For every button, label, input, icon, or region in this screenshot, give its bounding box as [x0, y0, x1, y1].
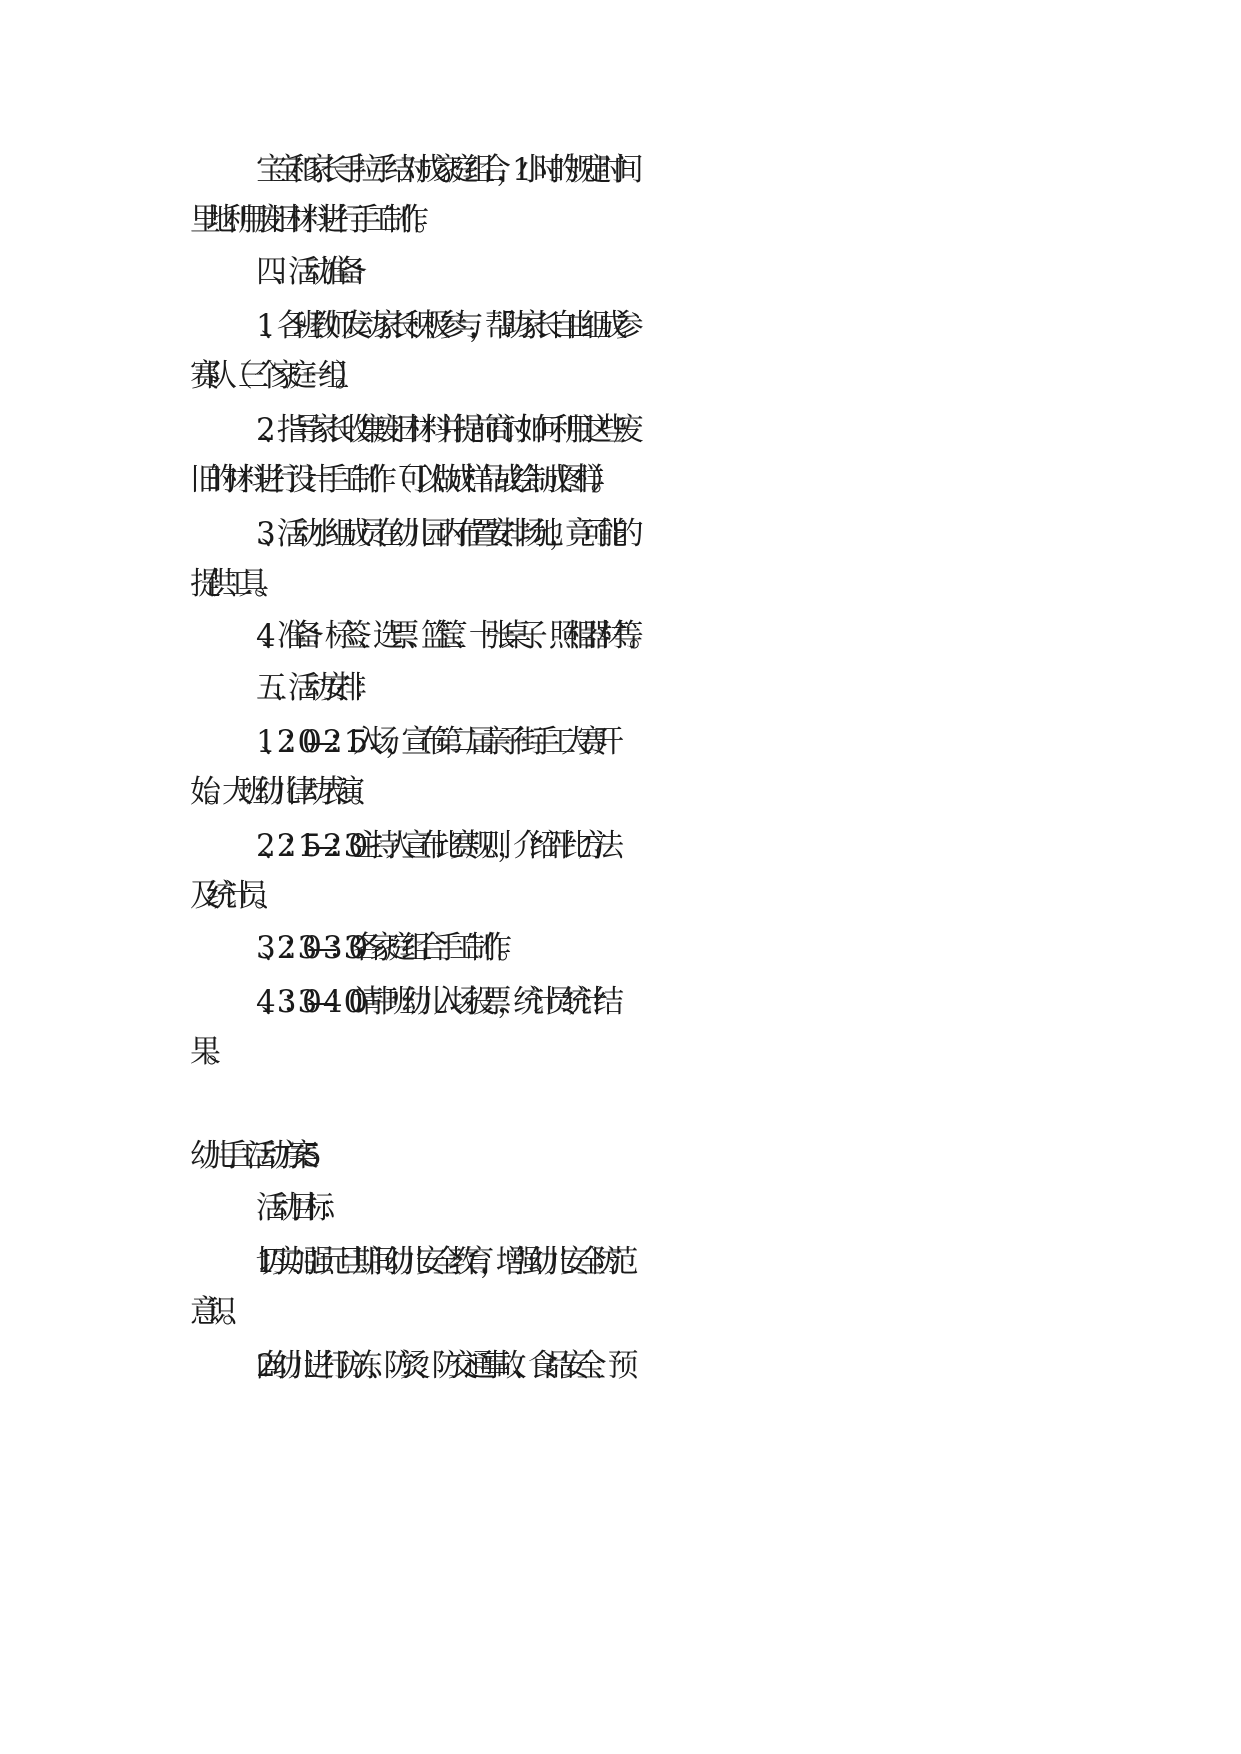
paragraph-line: 赛队（三个家庭一组）。 — [190, 358, 351, 394]
paragraph-line: 2、指导家长收集废旧材料并提前商讨如何利用这些废 — [256, 412, 629, 448]
paragraph-line: 3、2：30—3：30各家庭组合手工制作。 — [256, 930, 514, 966]
section-title: 幼儿手工活动方案5 — [190, 1138, 305, 1174]
paragraph-line: 3、活动小组成员在幼儿园内布置安排场地，竟可能的 — [256, 516, 629, 552]
paragraph-line: 意识。 — [190, 1294, 238, 1330]
paragraph-line: 1、2：00—2：15入场，宣布第二届亲子街手工大赛开 — [256, 724, 610, 760]
paragraph-line: 2、2：15—2：30主持人宣布比赛规则，介绍评比方法 — [256, 828, 610, 864]
section-heading: 活动目标： — [256, 1190, 336, 1226]
paragraph-line: 4、准备：标签、选票、篮筐、十张桌子、照相器材等。 — [256, 618, 645, 654]
paragraph-line: 4、3：30—4：00请中班幼儿入场投票，统计员统计结 — [256, 984, 610, 1020]
section-heading: 四、活动准备： — [256, 254, 368, 290]
paragraph-line: 果。 — [190, 1034, 222, 1070]
paragraph-line: 宝宝和家长手拉手结对成家庭组合，1小时的规定时间 — [256, 152, 629, 188]
paragraph-line: 1、各班教师发动家长积极参与，帮助家长自由组成参 — [256, 308, 629, 344]
paragraph-line: 旧的材料进行设计手工制作（可以做成样品或绘制成图样）。 — [190, 462, 607, 498]
paragraph-line: 始。大班幼儿律动表演。 — [190, 774, 366, 810]
paragraph-line: 1.切实加强元旦期间幼儿安全教育，增强幼儿安全防范 — [256, 1244, 624, 1280]
paragraph-line: 里地利用废旧材料进行手工制作。 — [190, 202, 430, 238]
section-heading: 五、活动安排： — [256, 670, 368, 706]
paragraph-line: 提供工具。 — [190, 566, 270, 602]
paragraph-line: 及统计员。 — [190, 878, 270, 914]
paragraph-line: 2.向幼儿进行防冻、防烫、防交通事故、食品安全、预 — [256, 1348, 624, 1384]
